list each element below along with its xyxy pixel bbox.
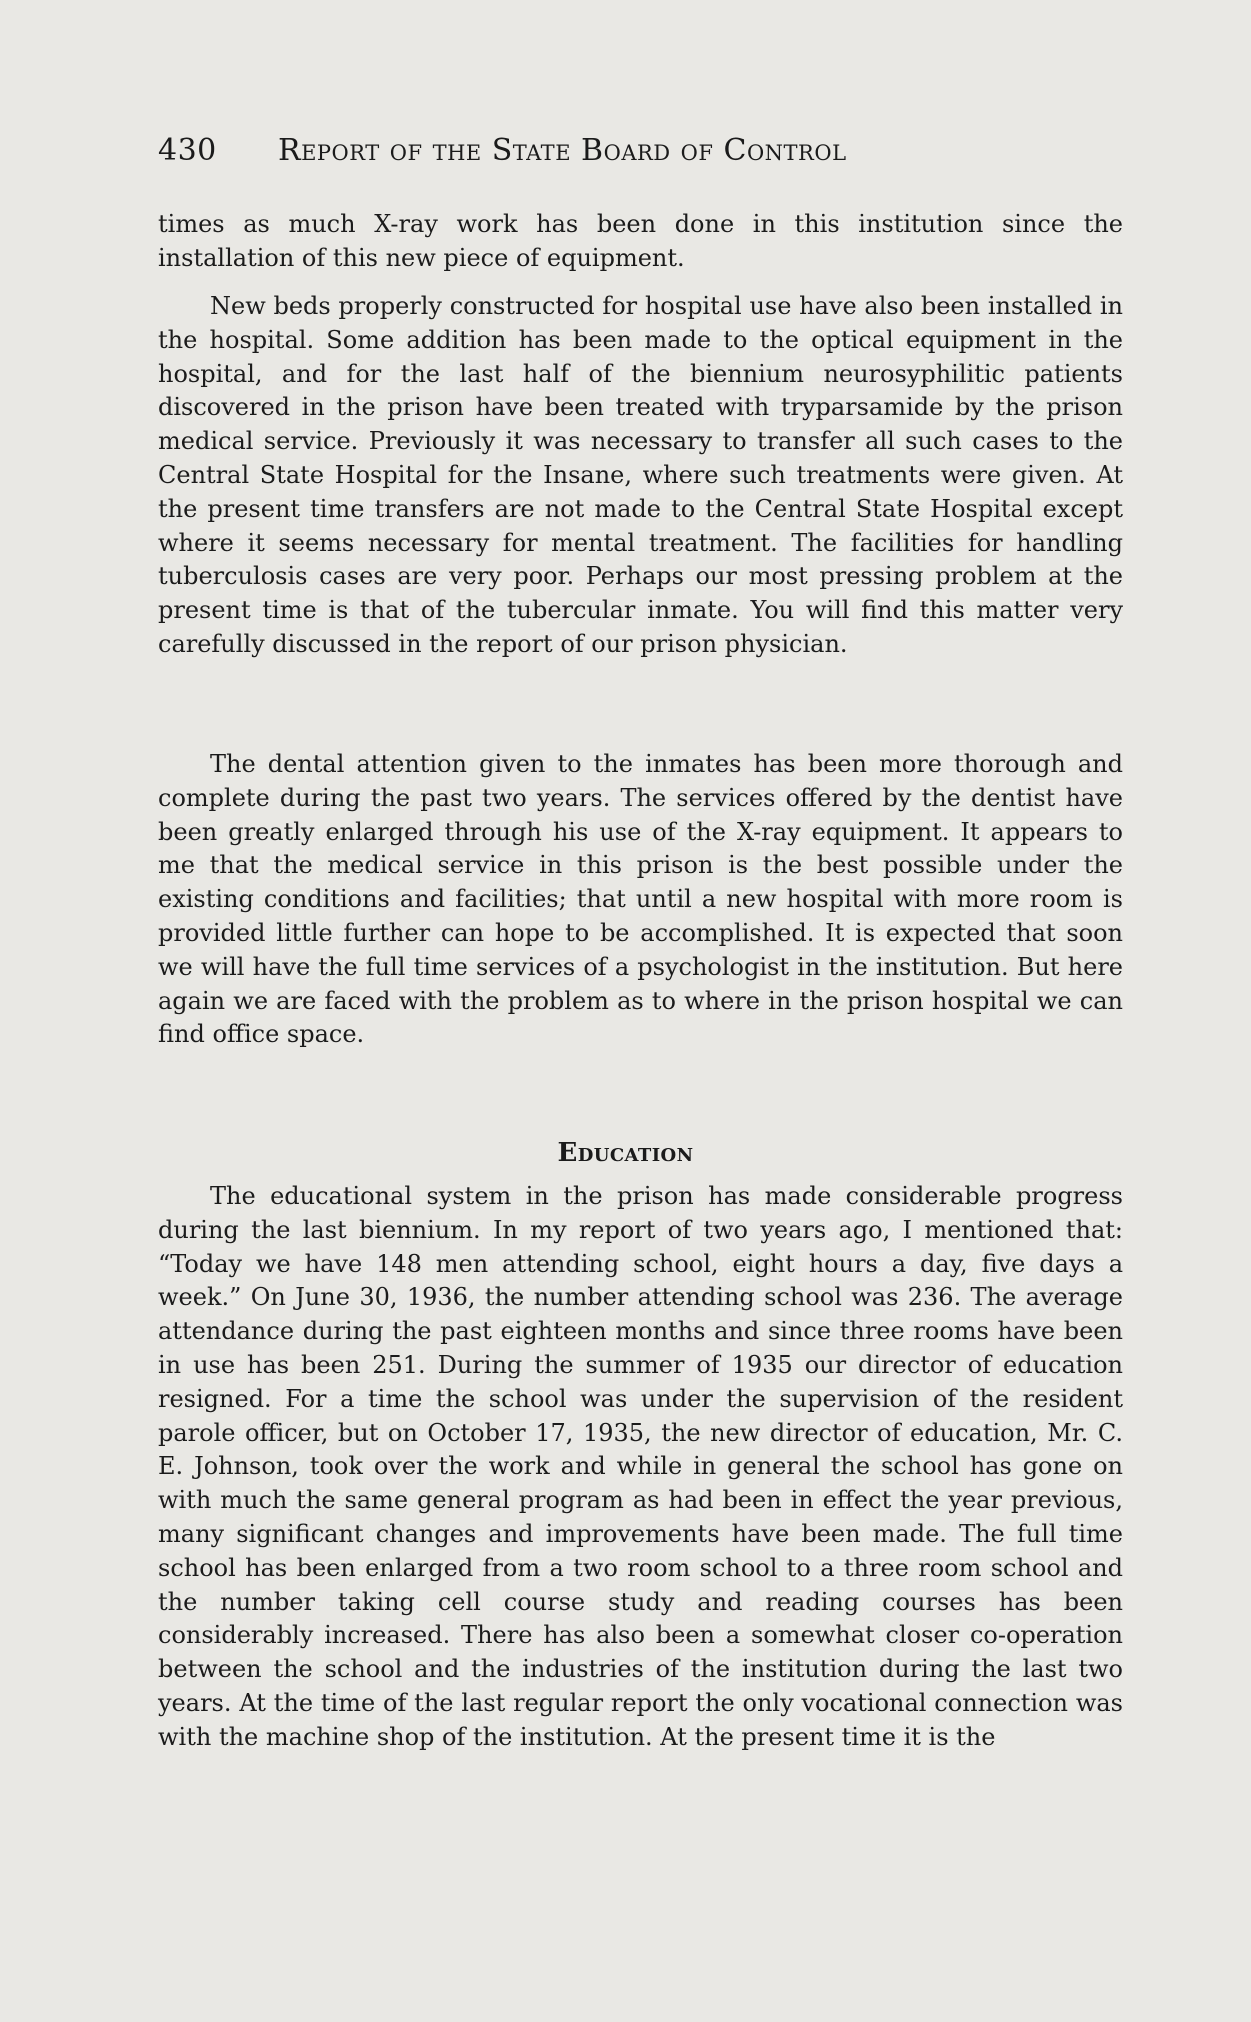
paragraph-dental: The dental attention given to the inmates has been more thorough and complete during the past two years. The services offered by the dentist have been greatly enlarged through his use of the X-ray equipment. It appears to me that the medical service in this prison is the best possible under the existing conditions and facilities; that until a new hospital with more room is provided little further can hope to be accomplished. It is expected that soon we will have the full time services of a psychologist in the institution. But here again we are faced with the problem as to where in the prison hospital we can find office space. — [158, 750, 1123, 1049]
paragraph-hospital: New beds properly constructed for hospital use have also been installed in the hospital. Some addition has been made to the optical equipment in the hospital, and for the last half of the biennium neurosyphilitic patients discovered in the prison have been treated with tryparsamide by the prison medical service. Previously it was necessary to transfer all such cases to the Central State Hospital for the Insane, where such treatments were given. At the present time transfers are not made to the Central State Hospital except where it seems necessary for mental treatment. The facilities for handling tuberculosis cases are very poor. Perhaps our most pressing problem at the present time is that of the tubercular inmate. You will find this matter very carefully discussed in the report of our prison physician. — [158, 292, 1123, 658]
section-heading-education: Education — [557, 1138, 694, 1168]
running-title: Report of the State Board of Control — [278, 133, 847, 168]
page-number: 430 — [158, 133, 217, 168]
paragraph-education: The educational system in the prison has made considerable progress during the last biennium. In my report of two years ago, I mentioned that: “Today we have 148 men attending school, eight hours a day, five days a week.” On June 30, 1936, the number attending school was 236. The average attendance during the past eighteen months and since three rooms have been in use has been 251. During the summer of 1935 our director of education resigned. For a time the school was under the supervision of the resident parole officer, but on October 17, 1935, the new director of education, Mr. C. E. Johnson, took over the work and while in general the school has gone on with much the same general program as had been in effect the year previous, many significant changes and improvements have been made. The full time school has been enlarged from a two room school to a three room school and the number taking cell course study and reading courses has been considerably increased. There has also been a somewhat closer co-operation between the school and the industries of the institution during the last two years. At the time of the last regular report the only vocational connection was with the machine shop of the institution. At the present time it is the — [158, 1182, 1123, 1751]
page-header — [158, 133, 1098, 183]
paragraph-continuation: times as much X-ray work has been done in this institution since the installation of this new piece of equipment. — [158, 210, 1123, 272]
